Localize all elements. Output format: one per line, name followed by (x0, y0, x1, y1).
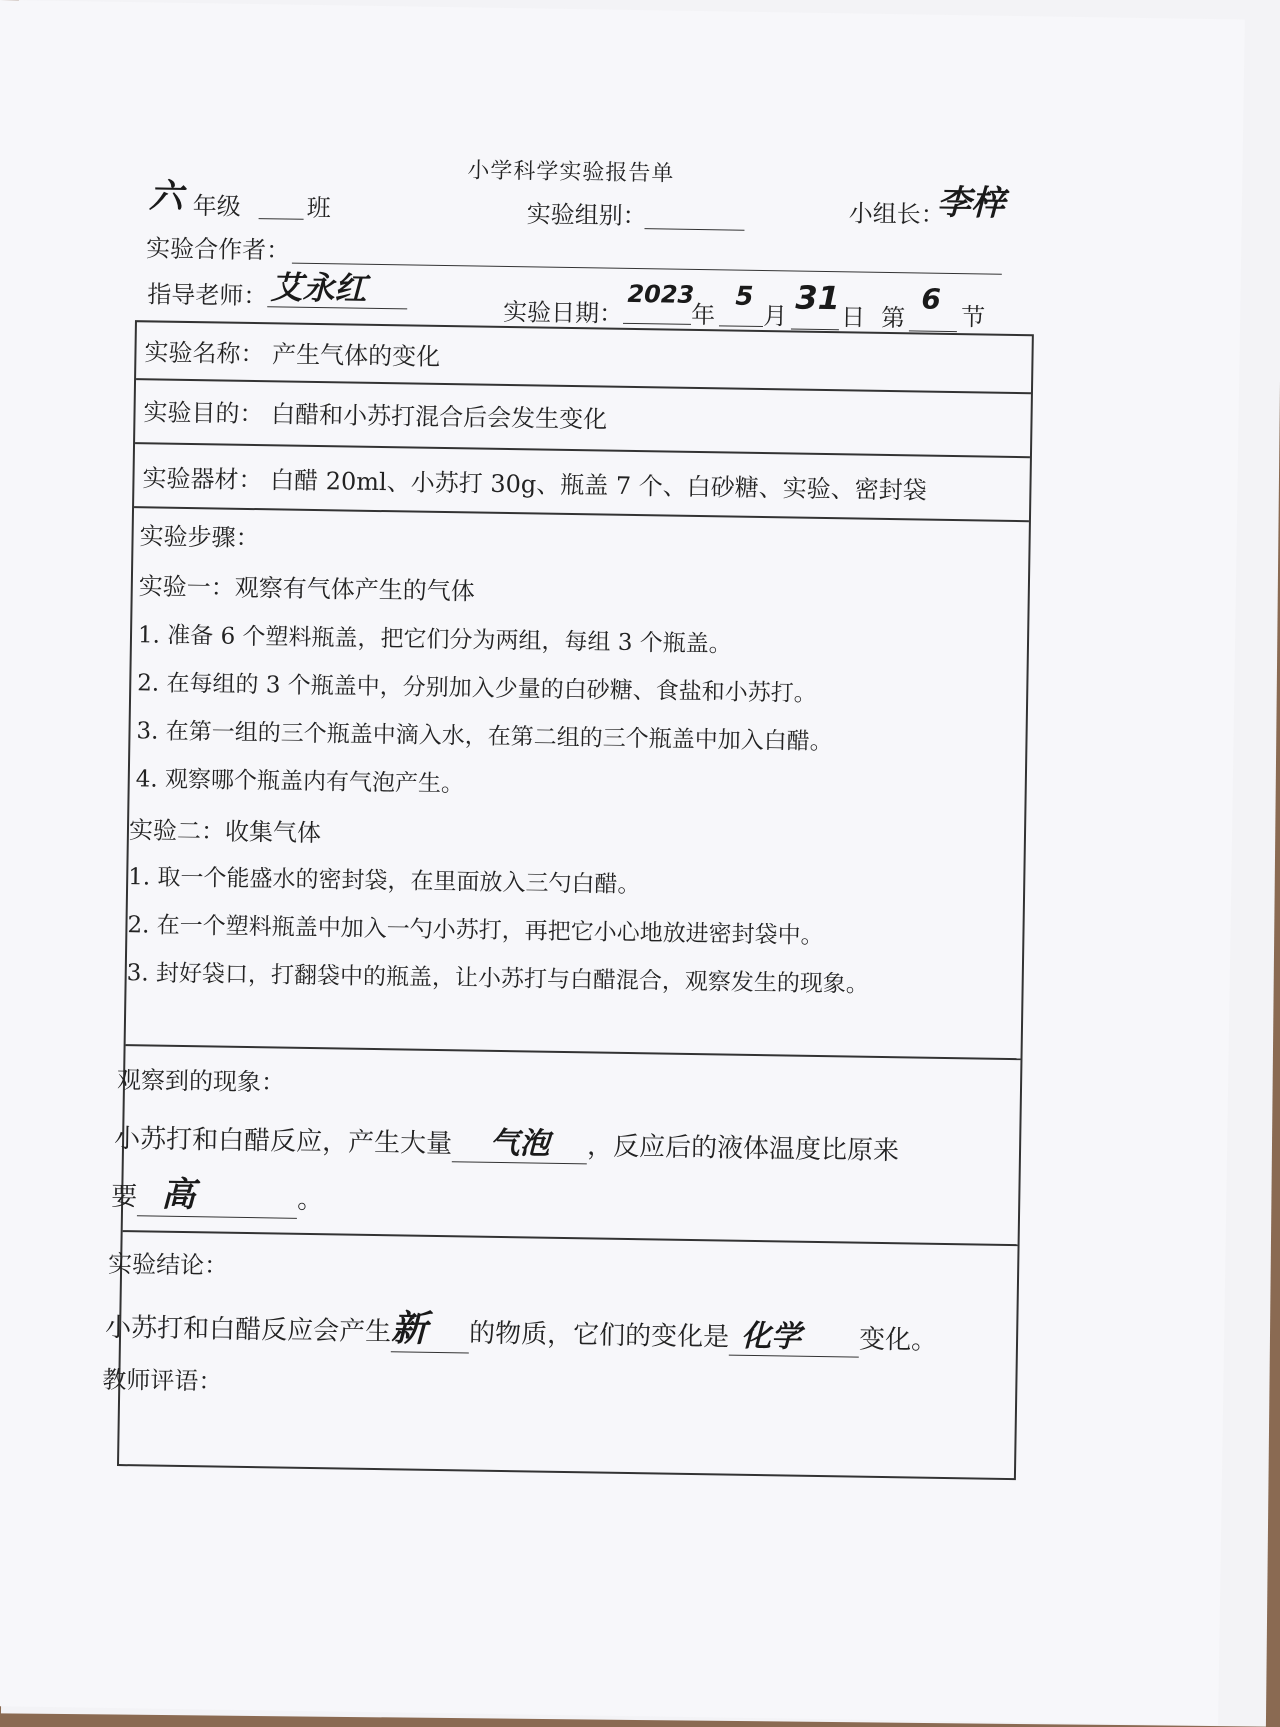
month-label: 月 (762, 302, 788, 331)
report-table (102, 320, 1034, 1480)
exp1-step: 1. 准备 6 个塑料瓶盖，把它们分为两组，每组 3 个瓶盖。 (137, 622, 732, 658)
leader-signature: 李梓 (936, 182, 1006, 224)
period-blank (909, 300, 957, 332)
conclusion-line (105, 1296, 938, 1361)
leader-label: 小组长： (848, 199, 945, 229)
experiment-purpose: 实验目的： 白醋和小苏打混合后会发生变化 (143, 398, 608, 434)
observation-text-before: 小苏打和白醋反应，产生大量 (113, 1123, 453, 1160)
day-blank (791, 298, 839, 330)
exp1-step: 4. 观察哪个瓶盖内有气泡产生。 (135, 766, 465, 798)
day-value: 31 (795, 278, 841, 318)
observation-heading: 观察到的现象： (116, 1065, 286, 1097)
grade-label: 年级 (192, 192, 242, 221)
month-blank (719, 295, 763, 327)
page-title: 小学科学实验报告单 (467, 158, 675, 187)
observation-text-yao: 要 (110, 1181, 138, 1213)
conclusion-blank-new: 新 (391, 1300, 470, 1353)
conclusion-blank-chemical: 化学 (729, 1311, 860, 1358)
exp1-title: 实验一：观察有气体产生的气体 (138, 572, 475, 606)
group-label: 实验组别： (526, 200, 647, 231)
year-label: 年 (690, 300, 716, 330)
experiment-name: 实验名称： 产生气体的变化 (144, 338, 441, 371)
exp2-step: 2. 在一个塑料瓶盖中加入一勺小苏打，再把它小心地放进密封袋中。 (127, 912, 824, 950)
observation-line-1 (114, 1112, 900, 1169)
conclusion-heading: 实验结论： (107, 1249, 229, 1280)
observation-row-divider (126, 1044, 1021, 1060)
conclusion-text-end: 变化。 (858, 1324, 938, 1356)
partners-blank (292, 233, 1002, 275)
steps-heading: 实验步骤： (139, 522, 260, 553)
conclusion-text-middle: 的物质，它们的变化是 (468, 1318, 730, 1353)
observation-blank-higher: 高 (137, 1166, 298, 1219)
period-value: 6 (921, 282, 942, 316)
partners-label: 实验合作者： (145, 234, 291, 265)
exp2-step: 3. 封好袋口，打翻袋中的瓶盖，让小苏打与白醋混合，观察发生的现象。 (126, 960, 870, 998)
steps-row-divider (134, 506, 1029, 522)
teacher-label: 指导老师： (147, 280, 268, 311)
conclusion-text-before: 小苏打和白醋反应会产生 (104, 1312, 392, 1348)
class-blank (259, 188, 304, 220)
purpose-row-divider (136, 378, 1031, 394)
year-value: 2023 (627, 279, 695, 309)
exp1-step: 2. 在每组的 3 个瓶盖中，分别加入少量的白砂糖、食盐和小苏打。 (137, 670, 817, 707)
experiment-materials: 实验器材： 白醋 20ml、小苏打 30g、瓶盖 7 个、白砂糖、实验、密封袋 (142, 464, 927, 505)
observation-line-2 (111, 1166, 324, 1219)
conclusion-row-divider (123, 1230, 1018, 1246)
observation-blank-bubbles: 气泡 (452, 1117, 588, 1164)
date-label: 实验日期： (502, 297, 624, 328)
class-label: 班 (306, 193, 331, 223)
exp1-step: 3. 在第一组的三个瓶盖中滴入水，在第二组的三个瓶盖中加入白醋。 (136, 718, 833, 756)
period-prefix: 第 (880, 303, 906, 333)
materials-row-divider (135, 442, 1030, 458)
exp2-title: 实验二：收集气体 (128, 816, 322, 848)
group-blank (644, 198, 744, 231)
teacher-comment-label: 教师评语： (102, 1365, 223, 1396)
year-blank (623, 293, 691, 325)
period-label: 节 (960, 303, 986, 332)
observation-text-end: 。 (296, 1184, 324, 1216)
month-value: 5 (735, 281, 754, 312)
exp2-step: 1. 取一个能盛水的密封袋，在里面放入三勺白醋。 (128, 864, 641, 899)
observation-text-middle: ，反应后的液体温度比原来 (586, 1131, 900, 1167)
day-label: 日 (840, 303, 866, 332)
teacher-signature: 艾永红 (270, 268, 367, 308)
teacher-blank (267, 276, 407, 309)
grade-value: 六 (148, 176, 184, 217)
